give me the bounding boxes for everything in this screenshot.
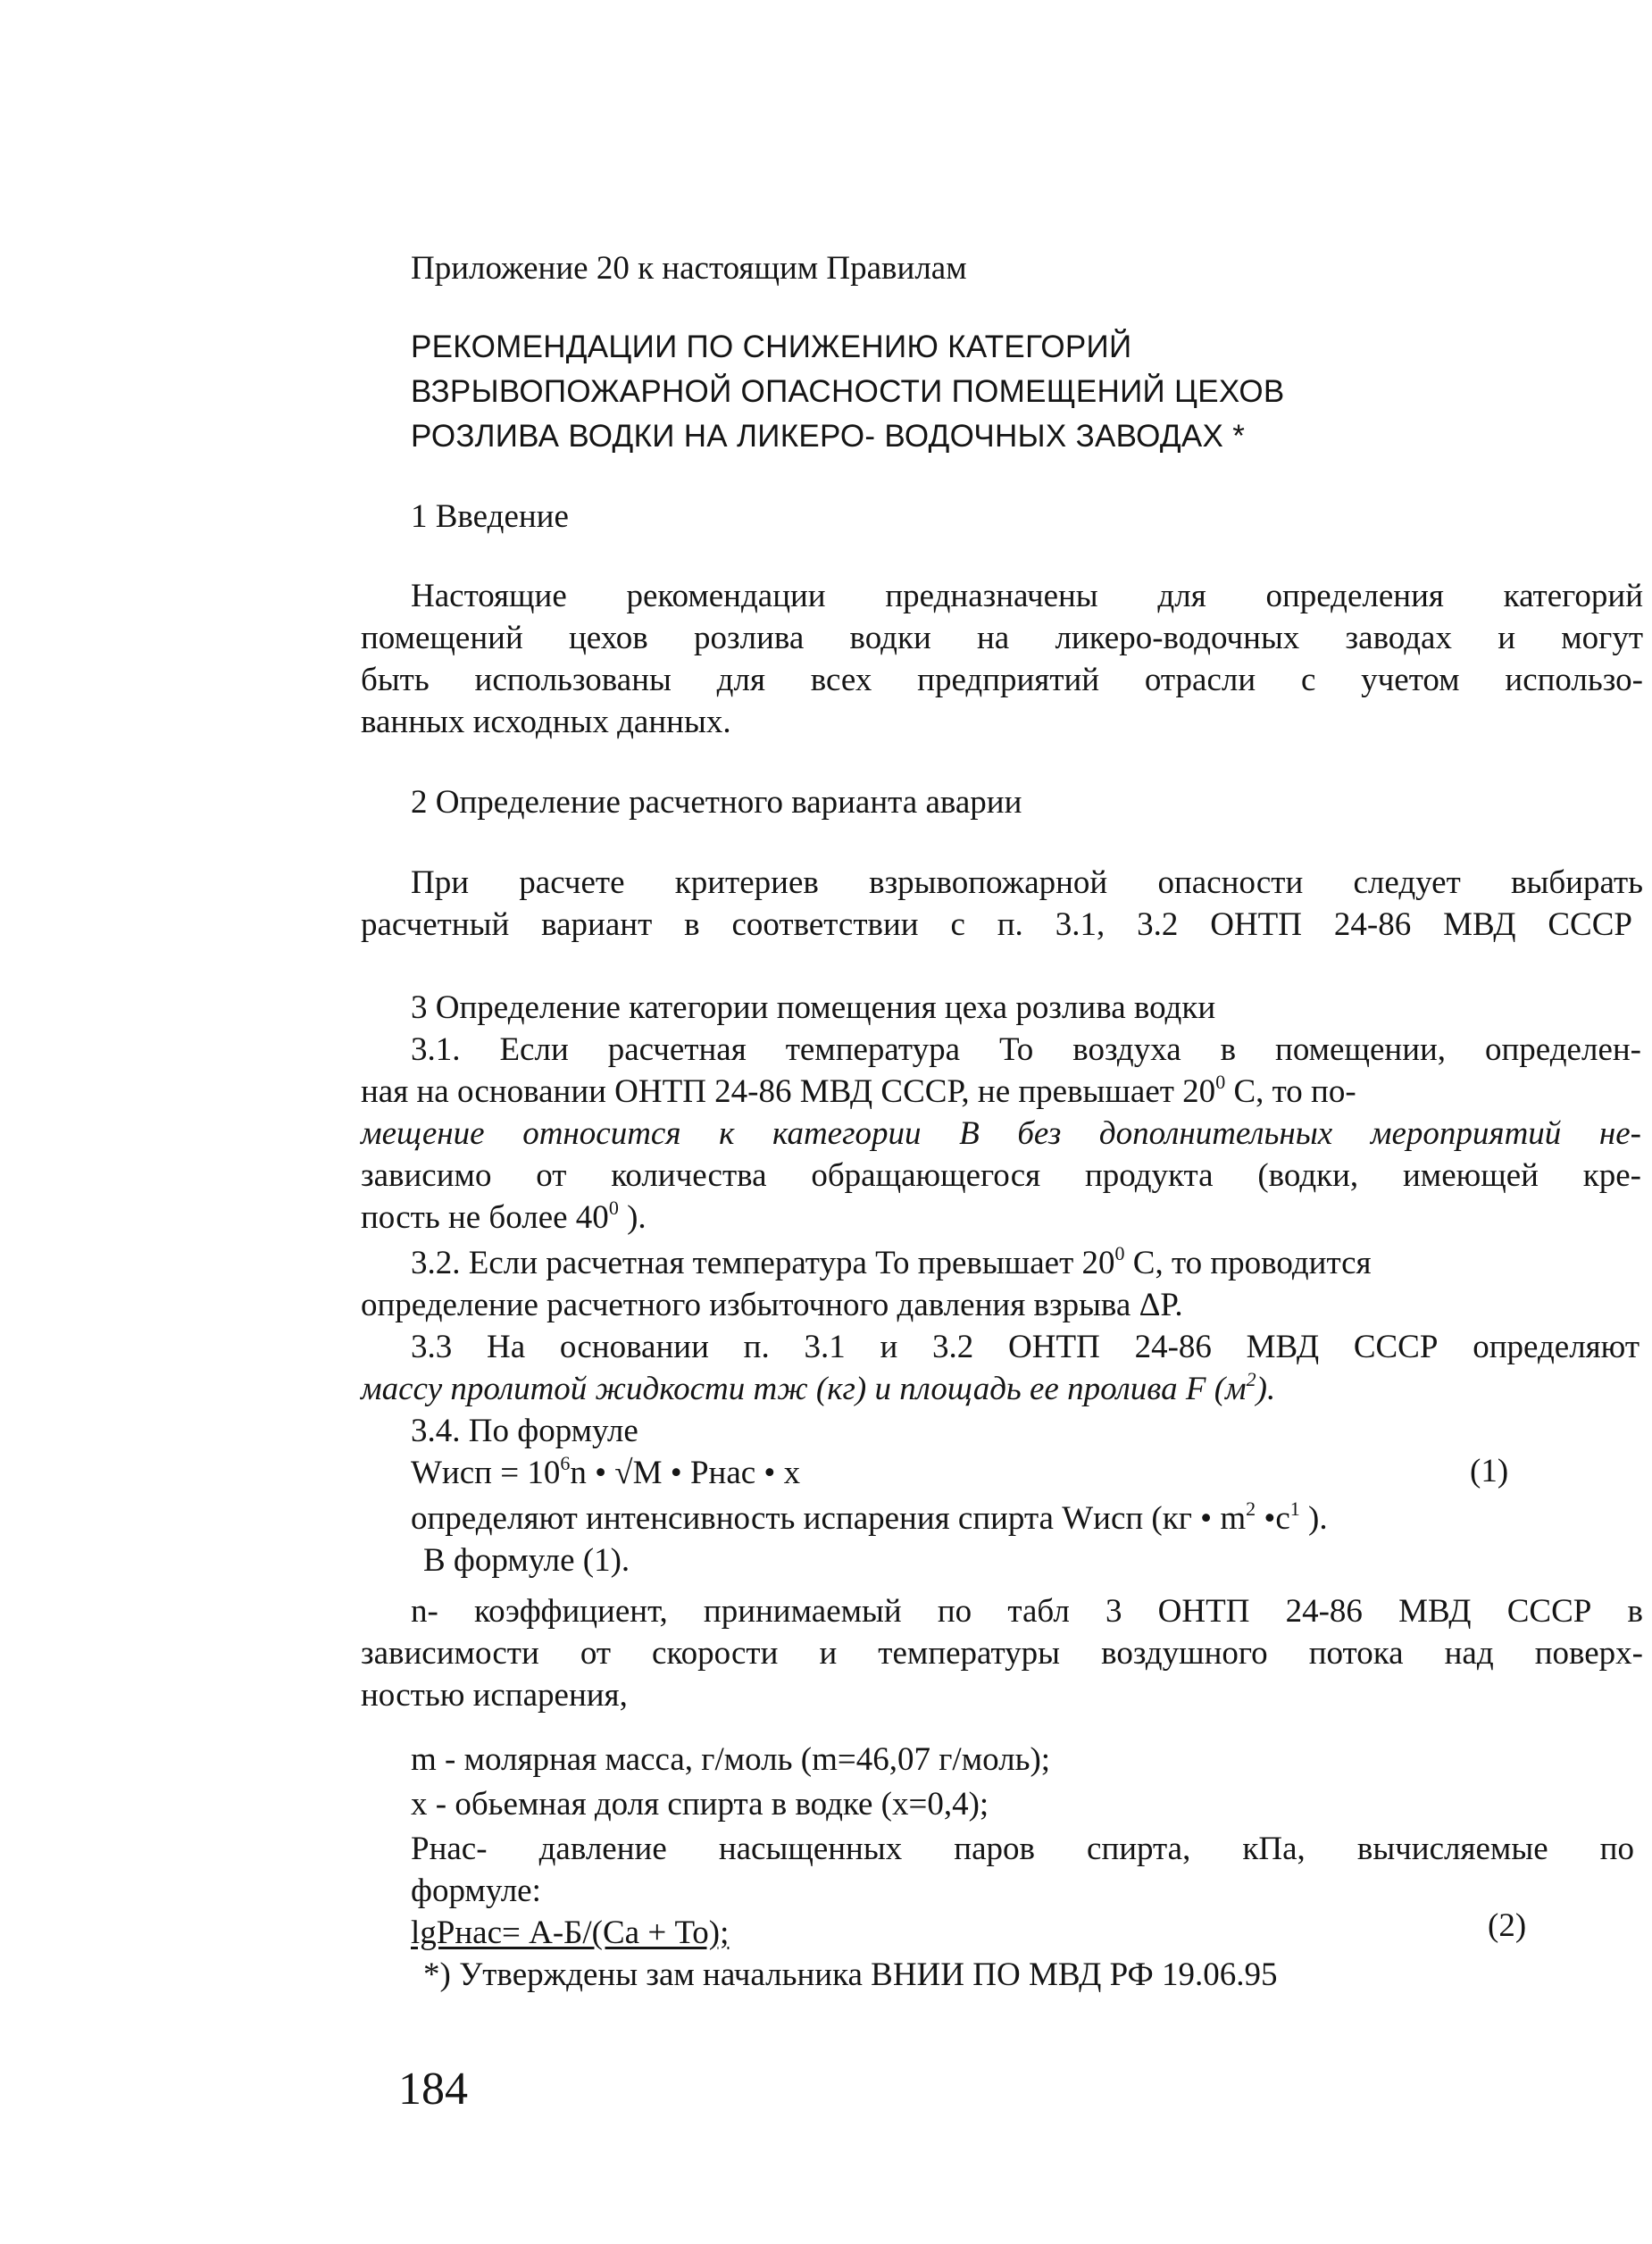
section-2-line-2: расчетный вариант в соответствии с п. 3.1, 3.2 ОНТП 24-86 МВД СССР [361, 906, 1632, 943]
m-line: m - молярная масса, г/моль (m=46,07 г/моль); [411, 1741, 1051, 1778]
p31-degree-2: 0 [608, 1197, 619, 1219]
p31-line-5-text: пость не более 40 [361, 1199, 609, 1236]
footnote: *) Утверждены зам начальника ВНИИ ПО МВД РФ 19.06.95 [423, 1956, 1278, 1993]
p32-line-1 [411, 1243, 1372, 1284]
formula-1-desc-c: ). [1299, 1500, 1328, 1537]
p31-line-5-tail: ). [618, 1199, 647, 1236]
p33-line-2-tail: ). [1256, 1371, 1276, 1407]
p-line-2: формуле: [411, 1873, 541, 1909]
appendix-label: Приложение 20 к настоящим Правилам [411, 250, 967, 287]
n-line-3: ностью испарения, [361, 1677, 628, 1714]
p-line-1: Pнас- давление насыщенных паров спирта, кПа, вычисляемые по [411, 1831, 1634, 1867]
title-line-1: РЕКОМЕНДАЦИИ ПО СНИЖЕНИЮ КАТЕГОРИЙ [411, 330, 1132, 364]
section-3-heading: 3 Определение категории помещения цеха розлива водки [411, 989, 1216, 1026]
in-formula-label: В формуле (1). [423, 1542, 630, 1579]
n-line-1: n- коэффициент, принимаемый по табл 3 ОНТП 24-86 МВД СССР в [411, 1593, 1643, 1630]
p31-line-4: зависимо от количества обращающегося продукта (водки, имеющей кре- [361, 1157, 1641, 1194]
page-number: 184 [398, 2064, 468, 2115]
p32-line-1-text: 3.2. Если расчетная температура То превышает 20 [411, 1245, 1115, 1281]
p33-square: 2 [1246, 1368, 1256, 1390]
formula-1-right: n • √M • Pнас • x [570, 1455, 801, 1491]
n-line-2: зависимости от скорости и температуры воздушного потока над поверх- [361, 1635, 1643, 1672]
p31-line-3: мещение относится к категории В без дополнительных мероприятий не- [361, 1115, 1641, 1152]
section-1-line-1: Настоящие рекомендации предназначены для определения категорий [411, 578, 1643, 614]
p33-line-2-text: массу пролитой жидкости mж (кг) и площадь ее пролива F (м [361, 1371, 1247, 1407]
p32-line-1-tail: С, то проводится [1124, 1245, 1372, 1281]
formula-1-desc-exp-1: 2 [1246, 1497, 1256, 1520]
section-1-heading: 1 Введение [411, 498, 569, 535]
p33-line-1: 3.3 На основании п. 3.1 и 3.2 ОНТП 24-86 МВД СССР определяют [411, 1329, 1639, 1365]
title-line-3: РОЗЛИВА ВОДКИ НА ЛИКЕРО- ВОДОЧНЫХ ЗАВОДАХ * [411, 419, 1246, 454]
formula-1-desc-exp-2: 1 [1289, 1497, 1300, 1520]
formula-2-number: (2) [1488, 1907, 1527, 1944]
formula-1-exponent: 6 [560, 1452, 571, 1474]
p32-degree: 0 [1114, 1242, 1125, 1264]
p31-line-2-tail: С, то по- [1225, 1073, 1356, 1110]
p33-line-2 [361, 1369, 1275, 1410]
p31-line-2 [361, 1072, 1356, 1113]
formula-1 [411, 1453, 800, 1494]
formula-1-left: Wисп = 10 [411, 1455, 561, 1491]
p34-heading: 3.4. По формуле [411, 1413, 638, 1449]
formula-2: lgPнас= А-Б/(Са + То); [411, 1914, 730, 1951]
p31-line-5 [361, 1197, 647, 1239]
section-2-line-1: При расчете критериев взрывопожарной опасности следует выбирать [411, 864, 1643, 901]
section-2-heading: 2 Определение расчетного варианта аварии [411, 784, 1022, 821]
p31-degree: 0 [1215, 1071, 1226, 1093]
title-line-2: ВЗРЫВОПОЖАРНОЙ ОПАСНОСТИ ПОМЕЩЕНИЙ ЦЕХОВ [411, 374, 1285, 409]
formula-1-description [411, 1498, 1328, 1539]
x-line: x - обьемная доля спирта в водке (x=0,4); [411, 1786, 989, 1823]
formula-1-desc-a: определяют интенсивность испарения спирта Wисп (кг • m [411, 1500, 1247, 1537]
formula-1-number: (1) [1470, 1453, 1509, 1489]
section-1-line-2: помещений цехов розлива водки на ликеро-водочных заводах и могут [361, 620, 1643, 656]
section-1-line-3: быть использованы для всех предприятий отрасли с учетом использо- [361, 662, 1643, 698]
p32-line-2: определение расчетного избыточного давления взрыва ΔР. [361, 1287, 1183, 1323]
section-1-line-4: ванных исходных данных. [361, 704, 731, 740]
p31-line-1: 3.1. Если расчетная температура То воздуха в помещении, определен- [411, 1031, 1641, 1068]
p31-line-2-text: ная на основании ОНТП 24-86 МВД СССР, не превышает 20 [361, 1073, 1216, 1110]
formula-1-desc-b: •c [1256, 1500, 1290, 1537]
